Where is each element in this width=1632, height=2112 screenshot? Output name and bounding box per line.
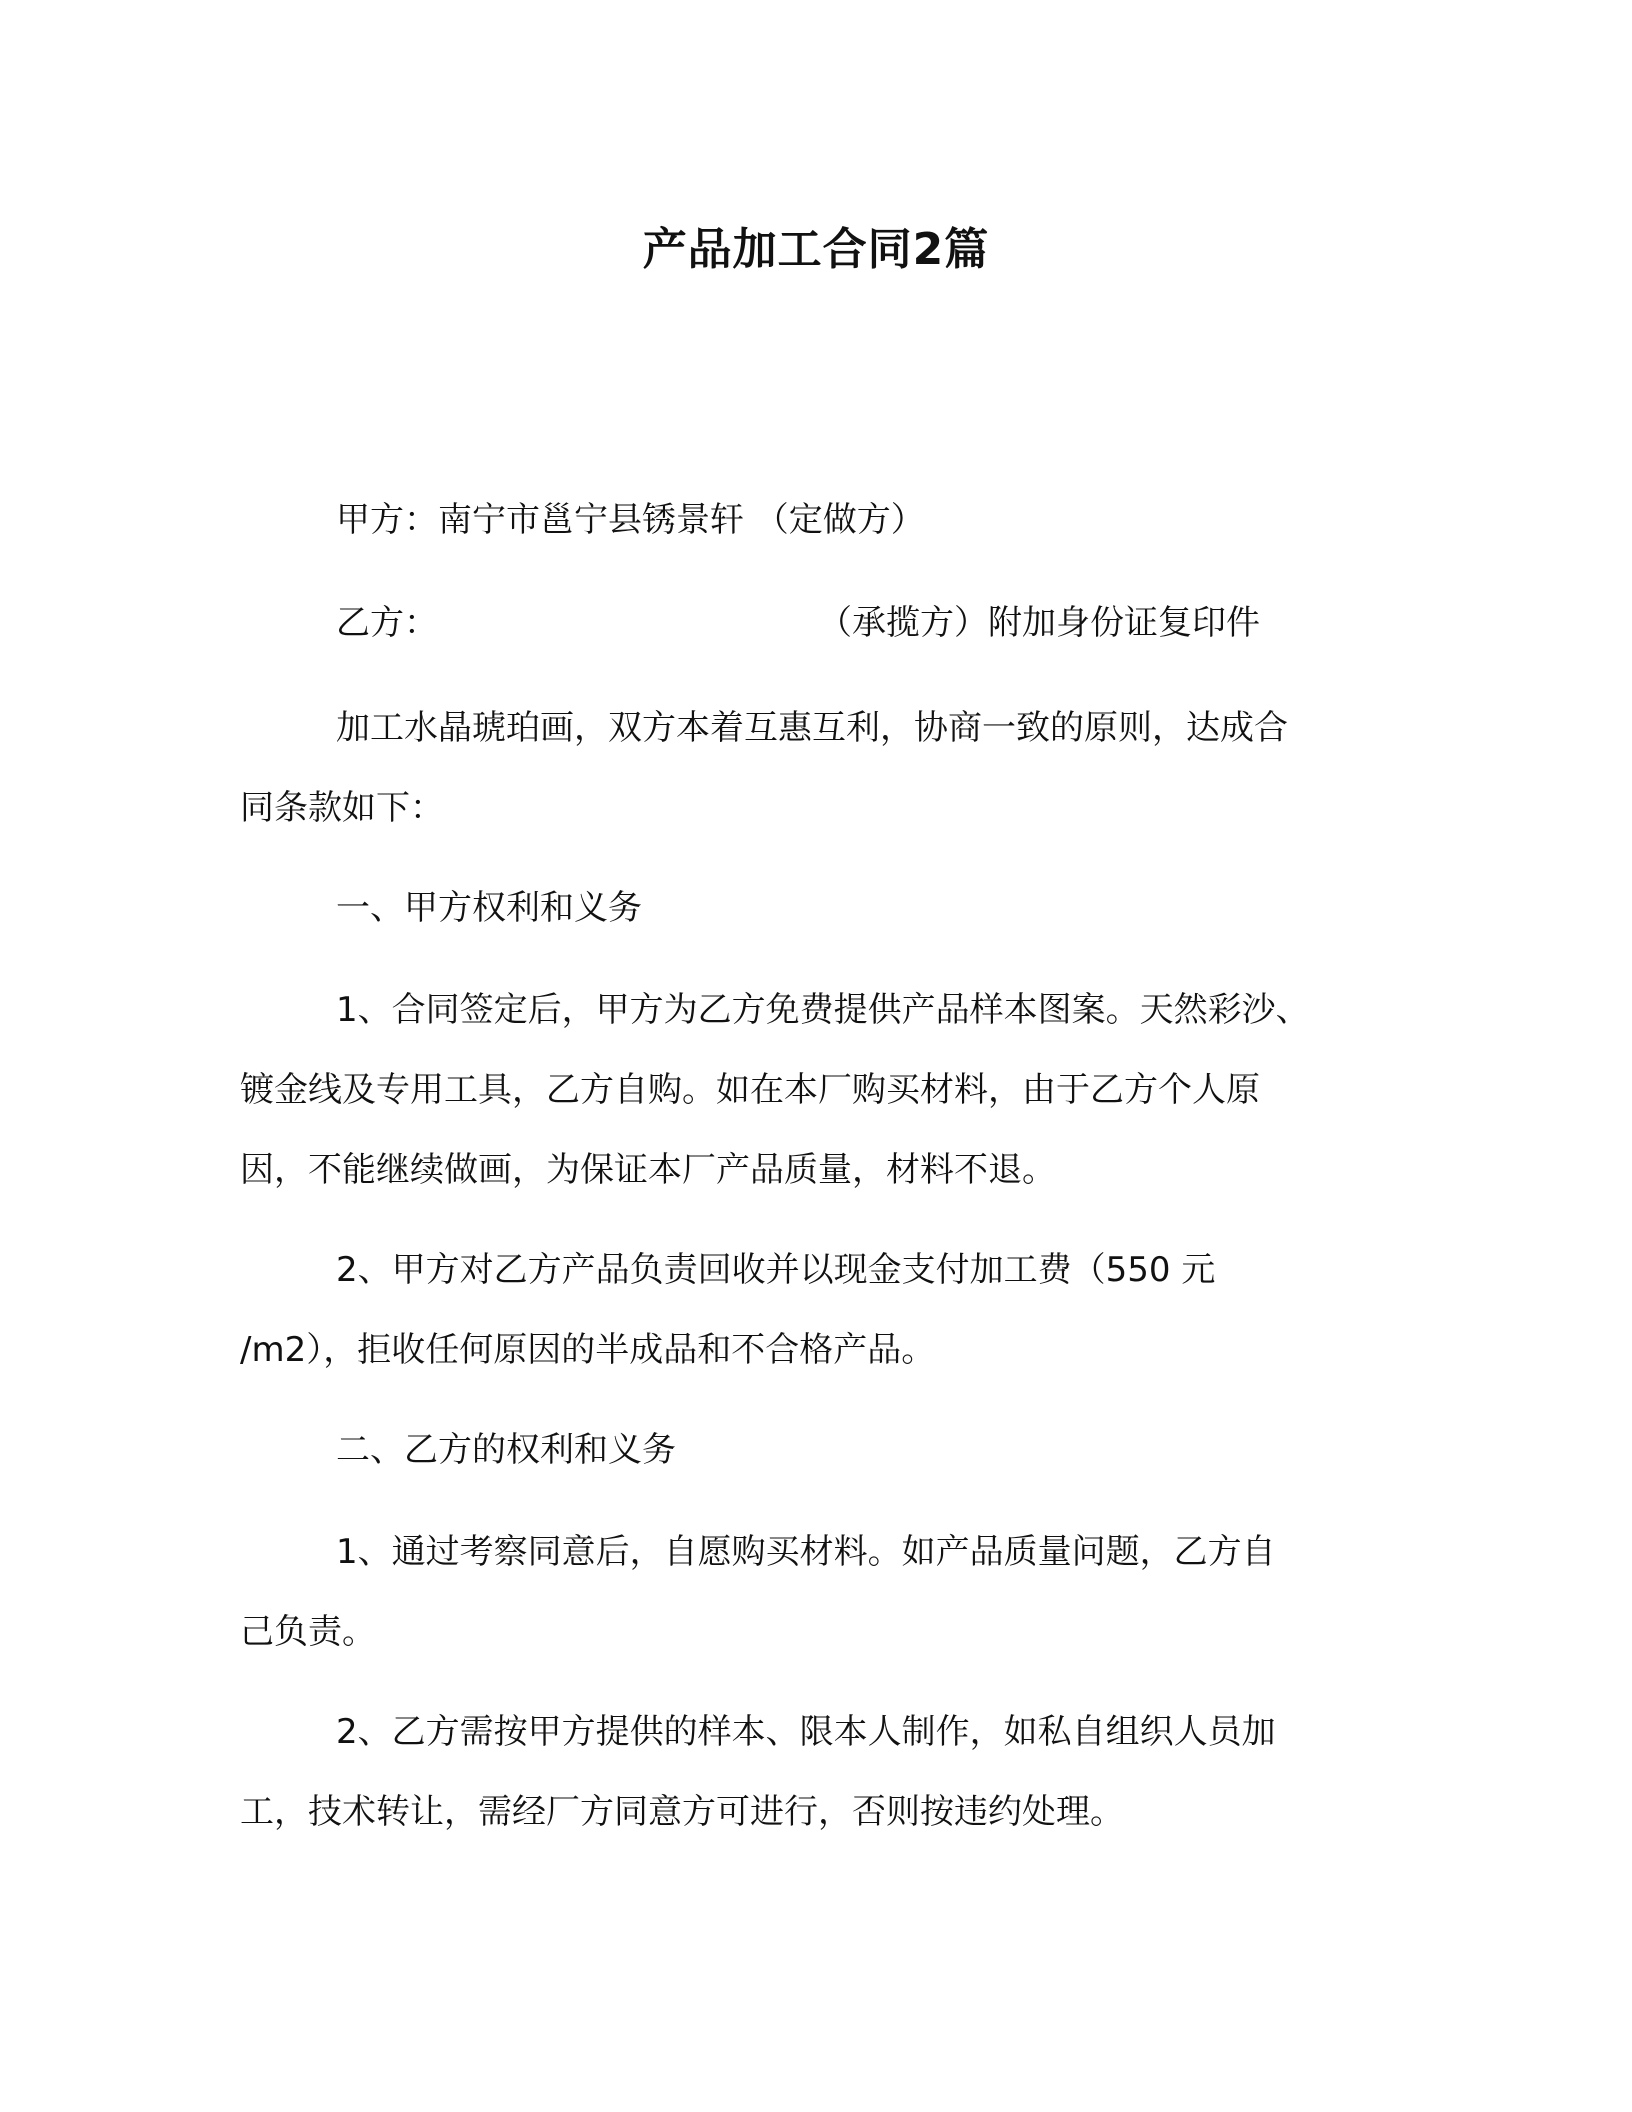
section-1-heading: 一、甲方权利和义务	[336, 888, 642, 928]
intro-line-2: 同条款如下：	[240, 788, 444, 828]
paragraph-line: 2、甲方对乙方产品负责回收并以现金支付加工费（550 元	[336, 1250, 1216, 1290]
section-2-item-1	[240, 1512, 1390, 1672]
section-1-item-2	[240, 1230, 1390, 1390]
intro-line-1: 加工水晶琥珀画，双方本着互惠互利，协商一致的原则，达成合	[336, 708, 1288, 748]
paragraph-line: 镀金线及专用工具，乙方自购。如在本厂购买材料，由于乙方个人原	[240, 1070, 1260, 1110]
paragraph-line: 1、通过考察同意后，自愿购买材料。如产品质量问题，乙方自	[336, 1532, 1276, 1572]
party-b-line	[240, 583, 1390, 663]
section-2-heading: 二、乙方的权利和义务	[336, 1430, 676, 1470]
page-title: 产品加工合同2篇	[642, 224, 990, 275]
section-1-item-1	[240, 970, 1390, 1210]
paragraph-line: 己负责。	[240, 1612, 376, 1652]
intro-paragraph	[240, 688, 1390, 848]
party-a-label: 甲方：	[336, 500, 438, 540]
paragraph-line: 2、乙方需按甲方提供的样本、限本人制作，如私自组织人员加	[336, 1712, 1276, 1752]
section-2-item-2	[240, 1692, 1390, 1852]
party-a-line	[240, 480, 1390, 560]
party-a-value: 南宁市邕宁县锈景轩 （定做方）	[438, 500, 925, 540]
paragraph-line: 因，不能继续做画，为保证本厂产品质量，材料不退。	[240, 1150, 1056, 1190]
paragraph-line: 工，技术转让，需经厂方同意方可进行，否则按违约处理。	[240, 1792, 1124, 1832]
paragraph-line: 1、合同签定后，甲方为乙方免费提供产品样本图案。天然彩沙、	[336, 990, 1310, 1030]
party-b-label: 乙方：	[336, 603, 438, 643]
paragraph-line: /m2），拒收任何原因的半成品和不合格产品。	[240, 1330, 936, 1370]
party-b-value: （承揽方）附加身份证复印件	[818, 603, 1260, 643]
